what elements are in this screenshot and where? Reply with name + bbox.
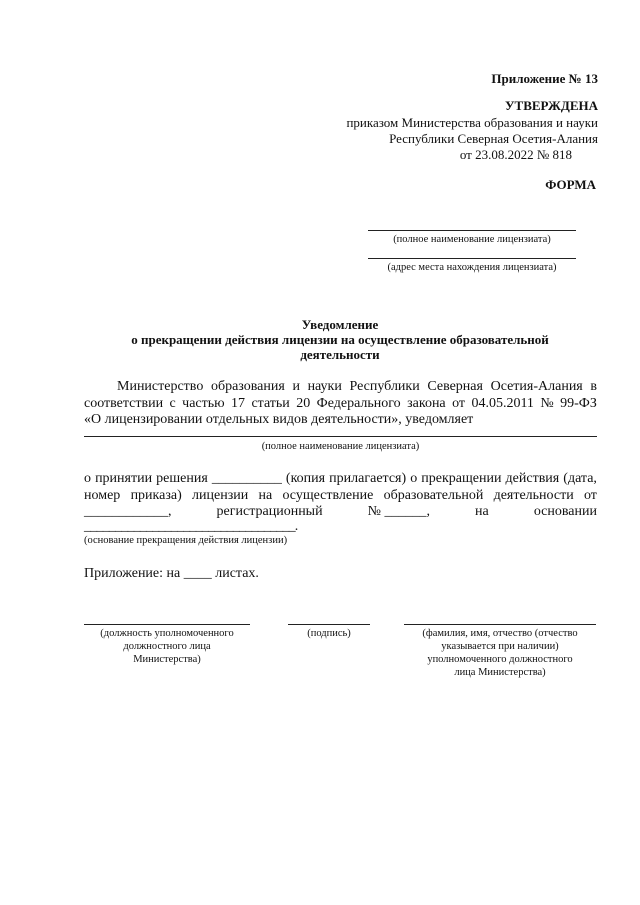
doc-subtitle-2: деятельности: [300, 347, 380, 362]
attachment-line: Приложение: на ____ листах.: [84, 566, 259, 581]
paragraph-2-line-2: номер приказа) лицензии на осуществление образовательной деятельности от: [84, 488, 597, 503]
doc-subtitle-1: о прекращении действия лицензии на осуществление образовательной: [131, 332, 549, 347]
order-line-2: Республики Северная Осетия-Алания: [389, 131, 598, 146]
fullname-caption-1: (фамилия, имя, отчество (отчество: [422, 628, 578, 639]
position-caption-1: (должность уполномоченного: [100, 628, 234, 639]
licensee-fill-line: [84, 436, 597, 437]
order-line-1: приказом Министерства образования и науки: [346, 115, 598, 130]
licensee-address-caption: (адрес места нахождения лицензиата): [387, 262, 557, 273]
licensee-name-caption: (полное наименование лицензиата): [393, 234, 551, 245]
licensee-fill-caption: (полное наименование лицензиата): [261, 441, 420, 452]
position-caption-2: должностного лица: [123, 641, 211, 652]
paragraph-1-line-1: Министерство образования и науки Республики Северная Осетия-Алания в: [117, 379, 597, 394]
fullname-sign-line: [404, 624, 596, 625]
signature-caption: (подпись): [307, 628, 351, 639]
licensee-name-line: [368, 230, 576, 231]
basis-caption: (основание прекращения действия лицензии): [84, 535, 288, 546]
approved-label: УТВЕРЖДЕНА: [504, 98, 598, 113]
fullname-caption-4: лица Министерства): [454, 667, 546, 678]
position-caption-3: Министерства): [133, 654, 201, 665]
paragraph-2-line-1: о принятии решения __________ (копия прилагается) о прекращении действия (дата,: [84, 471, 597, 486]
paragraph-1-line-3: «О лицензировании отдельных видов деятельности», уведомляет: [84, 412, 474, 427]
signature-line: [288, 624, 370, 625]
doc-title: Уведомление: [301, 317, 379, 332]
paragraph-2-line-4: __________________________________.: [84, 519, 298, 534]
appendix-number: Приложение № 13: [491, 71, 598, 86]
position-sign-line: [84, 624, 250, 625]
paragraph-1-line-2: соответствии с частью 17 статьи 20 Федерального закона от 04.05.2011 № 99-ФЗ: [84, 396, 597, 411]
fullname-caption-3: уполномоченного должностного: [427, 654, 573, 665]
fullname-caption-2: указывается при наличии): [441, 641, 559, 652]
order-line-3: от 23.08.2022 № 818: [459, 147, 572, 162]
licensee-address-line: [368, 258, 576, 259]
paragraph-2-line-3: ____________, регистрационный № ______, на основании: [84, 504, 597, 519]
form-label: ФОРМА: [545, 177, 596, 192]
